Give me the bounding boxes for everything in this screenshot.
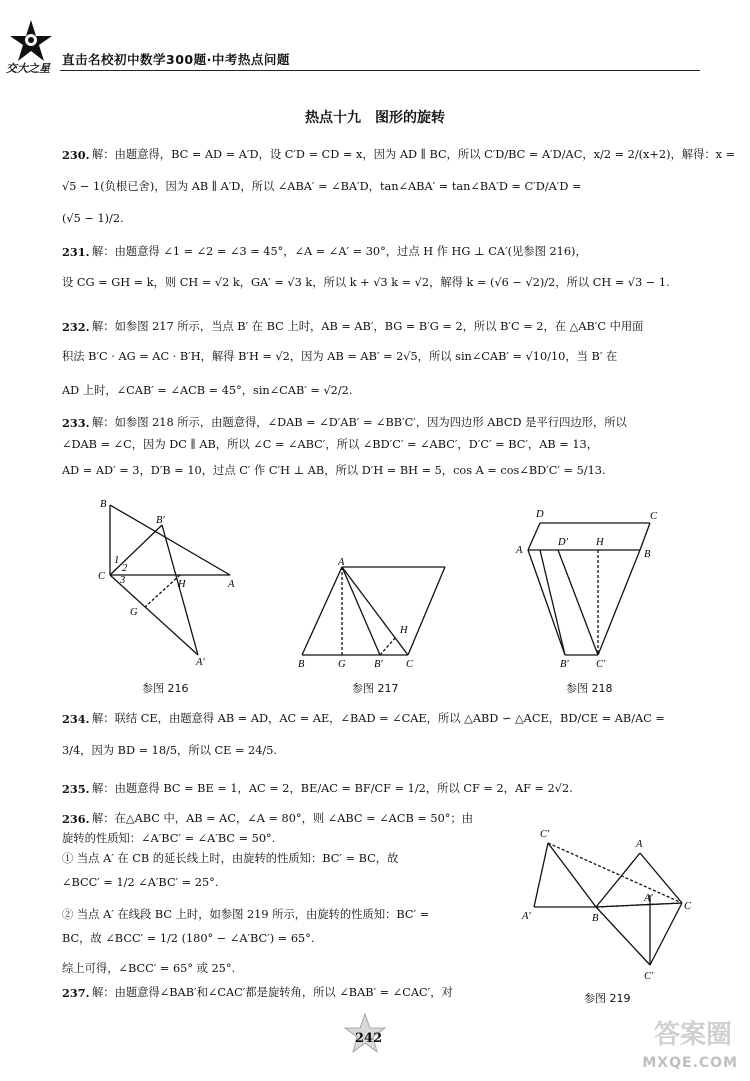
label-b: B bbox=[100, 499, 107, 510]
problem-line: ② 当点 A′ 在线段 BC 上时，如参图 219 所示，由旋转的性质知：BC′ = bbox=[62, 908, 430, 921]
page-number: 242 bbox=[355, 1031, 383, 1046]
logo bbox=[8, 18, 54, 64]
segment-bc-prime bbox=[598, 550, 640, 655]
label-angle-3: 3 bbox=[120, 575, 126, 586]
segment-c-prime-b bbox=[548, 843, 596, 907]
label-b-prime: B′ bbox=[374, 659, 383, 670]
problem-line: √5 − 1(负根已舍)，因为 AB ∥ A′D，所以 ∠ABA′ = ∠BA′D，tan∠ABA′ = tan∠BA′D = C′D/A′D = bbox=[62, 180, 582, 193]
label-angle-1: 1 bbox=[114, 555, 120, 566]
figure-219-caption: 参图 219 bbox=[584, 992, 631, 1005]
label-a: A bbox=[516, 545, 523, 556]
label-a-prime: A′ bbox=[196, 657, 205, 668]
segment-ba bbox=[110, 505, 230, 575]
label-a-prime-2: A′ bbox=[644, 893, 653, 904]
book-title: 直击名校初中数学300题·中考热点问题 bbox=[62, 52, 290, 67]
label-a: A bbox=[228, 579, 235, 590]
problem-line: (√5 − 1)/2. bbox=[62, 212, 124, 225]
problem-line: 设 CG = GH = k，则 CH = √2 k，GA′ = √3 k，所以 k + √3 k = √2，解得 k = (√6 − √2)/2，所以 CH = √3 − 1. bbox=[62, 276, 670, 289]
label-a-prime: A′ bbox=[522, 911, 531, 922]
label-c-prime: C′ bbox=[540, 829, 550, 840]
figure-219 bbox=[520, 825, 700, 985]
problem-line: AD = AD′ = 3，D′B = 10，过点 C′ 作 C′H ⊥ AB，所以 D′H = BH = 5，cos A = cos∠BD′C′ = 5/13. bbox=[62, 464, 606, 477]
label-c-prime-2: C′ bbox=[644, 971, 654, 982]
problem-number: 232. bbox=[62, 320, 90, 334]
problem-line: AD 上时，∠CAB′ = ∠ACB = 45°，sin∠CAB′ = √2/2. bbox=[62, 384, 353, 397]
label-c: C bbox=[98, 571, 106, 582]
logo-text: 交大之星 bbox=[6, 62, 50, 75]
label-a: A bbox=[636, 839, 643, 850]
label-a: A bbox=[338, 557, 345, 568]
problem-line: ① 当点 A′ 在 CB 的延长线上时，由旋转的性质知：BC′ = BC，故 bbox=[62, 852, 399, 865]
problem-line: 解：如参图 217 所示，当点 B′ 在 BC 上时，AB = AB′，BG = B′G = 2，所以 B′C = 2，在 △AB′C 中用面 bbox=[92, 320, 644, 333]
segment-b-prime-a-prime bbox=[162, 525, 198, 655]
problem-line: ∠BCC′ = 1/2 ∠A′BC′ = 25°. bbox=[62, 876, 219, 889]
label-c: C bbox=[684, 901, 692, 912]
label-g: G bbox=[338, 659, 346, 670]
segment-hg bbox=[145, 575, 180, 607]
problem-line: 旋转的性质知：∠A′BC′ = ∠A′BC = 50°. bbox=[62, 832, 276, 845]
problem-line: 解：如参图 218 所示，由题意得，∠DAB = ∠D′AB′ = ∠BB′C′，因为四边形 ABCD 是平行四边形，所以 bbox=[92, 416, 627, 429]
problem-line: 解：由题意得 ∠1 = ∠2 = ∠3 = 45°，∠A = ∠A′ = 30°，过点 H 作 HG ⊥ CA′(见参图 216)， bbox=[92, 245, 587, 258]
segment-c-prime-a-prime bbox=[534, 843, 548, 907]
label-c-prime: C′ bbox=[596, 659, 606, 670]
segment-ab bbox=[302, 567, 342, 655]
segment-c-prime-c bbox=[650, 903, 682, 965]
segment-bc-prime-2 bbox=[596, 907, 650, 965]
label-b: B bbox=[592, 913, 599, 924]
label-b: B bbox=[644, 549, 651, 560]
figure-218-caption: 参图 218 bbox=[566, 682, 613, 695]
segment-da bbox=[528, 523, 540, 550]
label-h: H bbox=[400, 625, 408, 636]
watermark-url: MXQE.COM bbox=[642, 1055, 738, 1071]
figure-218 bbox=[510, 505, 670, 675]
problem-line: 解：联结 CE，由题意得 AB = AD，AC = AE，∠BAD = ∠CAE，所以 △ABD ∽ △ACE，BD/CE = AB/AC = bbox=[92, 712, 665, 725]
section-title: 热点十九 图形的旋转 bbox=[305, 110, 445, 126]
segment-cd bbox=[408, 567, 445, 655]
segment-cb-prime bbox=[110, 525, 162, 575]
problem-line: 解：由题意得，BC = AD = A′D，设 C′D = CD = x，因为 AD ∥ BC，所以 C′D/BC = A′D/AC，x/2 = 2/(x+2)，解得：x = bbox=[92, 148, 736, 161]
problem-number: 230. bbox=[62, 148, 90, 162]
problem-line: 3/4，因为 BD = 18/5，所以 CE = 24/5. bbox=[62, 744, 278, 757]
problem-number: 236. bbox=[62, 812, 90, 826]
problem-number: 234. bbox=[62, 712, 90, 726]
label-h: H bbox=[178, 579, 186, 590]
segment-d-prime-c-prime bbox=[558, 550, 598, 655]
label-g: G bbox=[130, 607, 138, 618]
label-d: D bbox=[536, 509, 544, 520]
figure-217-caption: 参图 217 bbox=[352, 682, 399, 695]
header-divider bbox=[60, 70, 700, 71]
label-b-prime: B′ bbox=[560, 659, 569, 670]
problem-line: 解：由题意得∠BAB′和∠CAC′都是旋转角，所以 ∠BAB′ = ∠CAC′，对 bbox=[92, 986, 453, 999]
problem-line: 综上可得，∠BCC′ = 65° 或 25°. bbox=[62, 962, 236, 975]
problem-line: 解：在△ABC 中，AB = AC，∠A = 80°，则 ∠ABC = ∠ACB = 50°；由 bbox=[92, 812, 474, 825]
label-d-prime: D′ bbox=[558, 537, 568, 548]
star-logo-icon bbox=[8, 18, 54, 64]
problem-number: 233. bbox=[62, 416, 90, 430]
problem-line: 解：由题意得 BC = BE = 1，AC = 2，BE/AC = BF/CF = 1/2，所以 CF = 2，AF = 2√2. bbox=[92, 782, 573, 795]
watermark-title: 答案圈 bbox=[653, 1020, 732, 1050]
problem-line: ∠DAB = ∠C，因为 DC ∥ AB，所以 ∠C = ∠ABC′，所以 ∠BD′C′ = ∠ABC′，D′C′ = BC′，AB = 13， bbox=[62, 438, 599, 451]
segment-cc-prime bbox=[548, 843, 682, 903]
figure-216-caption: 参图 216 bbox=[142, 682, 189, 695]
label-h: H bbox=[596, 537, 604, 548]
segment-ab-prime bbox=[528, 550, 565, 655]
label-angle-2: 2 bbox=[122, 563, 128, 574]
label-b: B bbox=[298, 659, 305, 670]
figure-217 bbox=[290, 555, 460, 670]
problem-line: BC，故 ∠BCC′ = 1/2 (180° − ∠A′BC′) = 65°. bbox=[62, 932, 315, 945]
segment-d-prime-b-prime bbox=[540, 550, 565, 655]
segment-b-prime-h bbox=[380, 637, 396, 655]
segment-ba bbox=[596, 853, 640, 907]
label-c: C bbox=[406, 659, 414, 670]
label-c: C bbox=[650, 511, 658, 522]
segment-cb bbox=[640, 523, 650, 550]
problem-number: 235. bbox=[62, 782, 90, 796]
problem-number: 231. bbox=[62, 245, 90, 259]
problem-number: 237. bbox=[62, 986, 90, 1000]
label-b-prime: B′ bbox=[156, 515, 165, 526]
problem-line: 积法 B′C · AG = AC · B′H，解得 B′H = √2，因为 AB = AB′ = 2√5，所以 sin∠CAB′ = √10/10，当 B′ 在 bbox=[62, 350, 618, 363]
figure-216 bbox=[90, 495, 250, 675]
